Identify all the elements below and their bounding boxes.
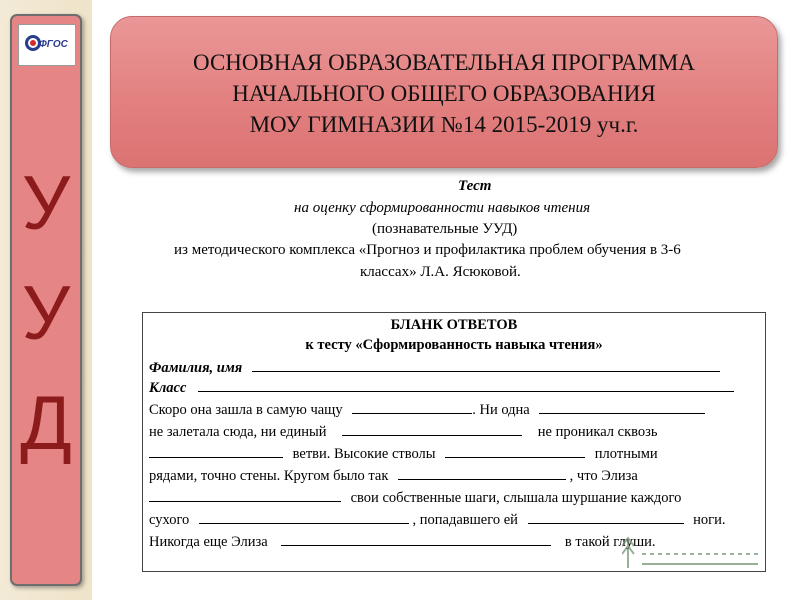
test-category: (познавательные УУД) [372, 221, 518, 237]
test-source-line-1: из методического комплекса «Прогноз и профилактика проблем обучения в 3-6 [174, 242, 681, 258]
blank-5[interactable] [445, 445, 585, 458]
text-fragment: свои собственные шаги, слышала шуршание каждого [350, 490, 682, 506]
text-line-7 [149, 533, 656, 551]
logo-text: ФГОС [39, 39, 68, 50]
text-fragment: , попадавшего ей [412, 512, 518, 528]
text-line-2 [149, 423, 657, 441]
class-field[interactable] [198, 379, 734, 392]
blank-4[interactable] [149, 445, 283, 458]
text-fragment: Никогда еще Элиза [149, 534, 268, 550]
text-fragment: Ни одна [479, 402, 530, 418]
text-fragment: не залетала сюда, ни единый [149, 424, 327, 440]
text-fragment: в такой глуши. [564, 534, 656, 550]
text-line-3 [149, 445, 658, 463]
answer-sheet [142, 312, 766, 572]
blank-8[interactable] [199, 511, 409, 524]
letter-u-1: У [21, 161, 71, 246]
text-line-4 [149, 467, 638, 485]
blank-10[interactable] [281, 533, 551, 546]
letter-d: Д [20, 381, 72, 466]
sidebar-panel [10, 14, 82, 586]
title-banner [110, 16, 778, 168]
test-title: Тест [458, 178, 492, 194]
blank-9[interactable] [528, 511, 684, 524]
text-fragment: ветви. Высокие стволы [292, 446, 436, 462]
blank-2[interactable] [539, 401, 705, 414]
name-row [149, 359, 720, 377]
blank-6[interactable] [398, 467, 566, 480]
class-row [149, 379, 734, 397]
fgos-logo [18, 24, 76, 66]
text-fragment: рядами, точно стены. Кругом было так [149, 468, 389, 484]
text-line-5 [149, 489, 681, 507]
title-line-3: МОУ ГИМНАЗИИ №14 2015-2019 уч.г. [249, 112, 639, 137]
blank-7[interactable] [149, 489, 341, 502]
title-line-2: НАЧАЛЬНОГО ОБЩЕГО ОБРАЗОВАНИЯ [232, 81, 656, 106]
name-label: Фамилия, имя [149, 360, 243, 376]
text-fragment: Скоро она зашла в самую чащу [149, 402, 343, 418]
test-source-line-2: классах» Л.А. Ясюковой. [360, 264, 521, 280]
text-fragment: плотными [594, 446, 658, 462]
title-line-1: ОСНОВНАЯ ОБРАЗОВАТЕЛЬНАЯ ПРОГРАММА [193, 50, 695, 75]
sheet-subheading: к тесту «Сформированность навыка чтения» [305, 337, 603, 353]
text-line-6 [149, 511, 726, 529]
watermark-tree-icon [622, 534, 762, 574]
sheet-heading: БЛАНК ОТВЕТОВ [390, 317, 518, 333]
name-field[interactable] [252, 359, 720, 372]
text-fragment: ноги. [693, 512, 726, 528]
blank-3[interactable] [342, 423, 522, 436]
text-fragment: не проникал сквозь [537, 424, 658, 440]
class-label: Класс [149, 380, 187, 396]
text-fragment: сухого [149, 512, 190, 528]
test-subtitle: на оценку сформированности навыков чтения [294, 200, 591, 216]
text-fragment: , что Элиза [569, 468, 638, 484]
text-line-1: Скоро она зашла в самую чащу . Ни одна [149, 401, 705, 419]
blank-1[interactable] [352, 401, 472, 414]
letter-u-2: У [21, 271, 71, 356]
